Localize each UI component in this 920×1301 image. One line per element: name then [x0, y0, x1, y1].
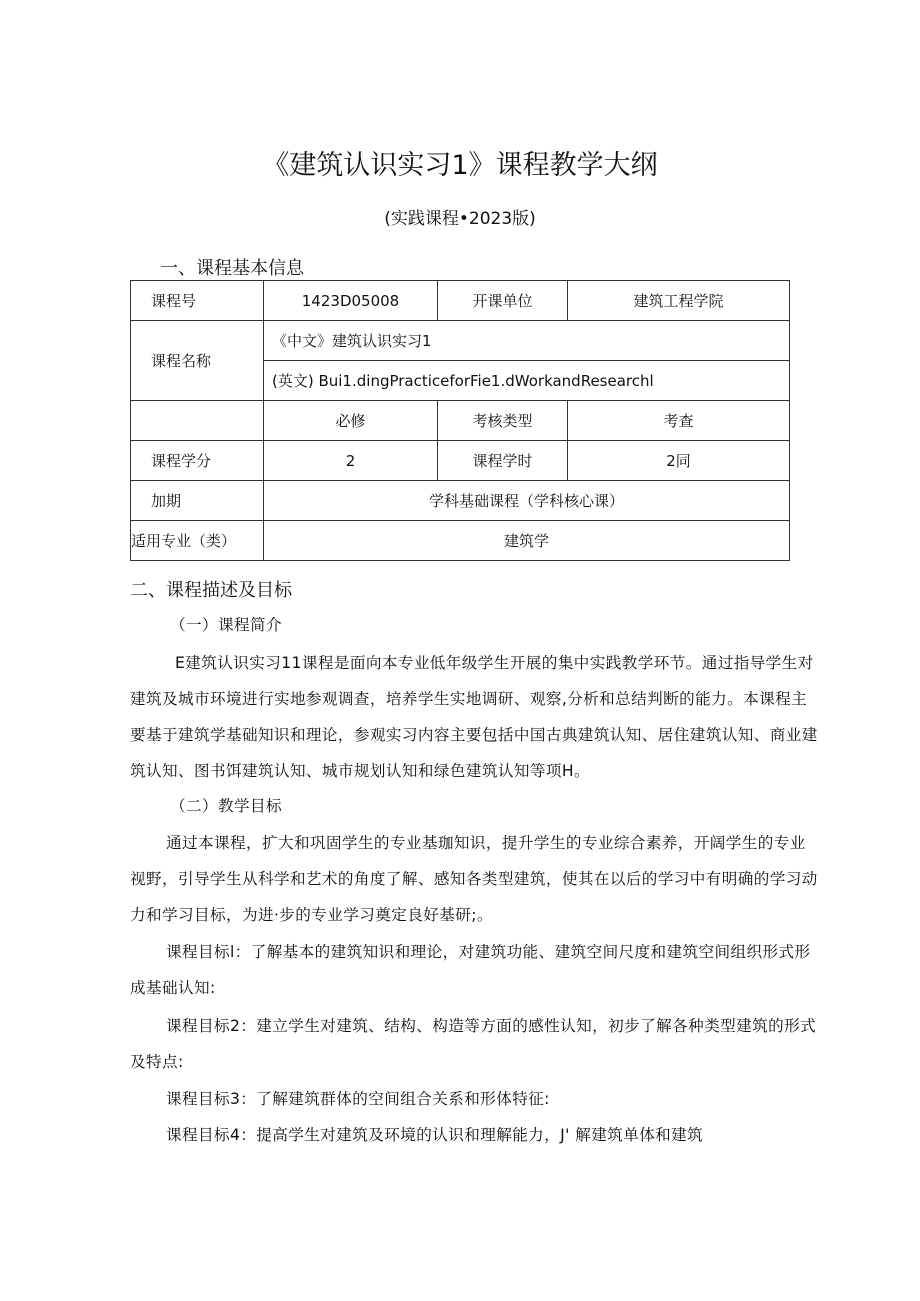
objective-1-line: 成基础认知:	[130, 979, 216, 997]
course-info-table	[130, 280, 790, 561]
course-no-value: 1423D05008	[264, 281, 438, 321]
objective-4-line: 课程目标4：提高学生对建筑及环境的认识和理解能力，J' 解建筑单体和建筑	[166, 1126, 704, 1144]
assess-label: 考核类型	[438, 401, 568, 441]
goals-line: 力和学习目标，为进·步的专业学习奠定良好基研;。	[130, 906, 493, 924]
course-name-label: 课程名称	[131, 321, 264, 401]
section-heading-basic-info: 一、课程基本信息	[160, 258, 304, 279]
document-title: 《建筑认识实习1》课程教学大纲	[262, 150, 658, 181]
hours-label: 课程学时	[438, 441, 568, 481]
credit-value: 2	[264, 441, 438, 481]
hours-value: 2同	[568, 441, 790, 481]
document-subtitle: (实践课程•2023版)	[384, 209, 536, 229]
intro-heading: （一）课程简介	[170, 616, 282, 634]
unit-label: 开课单位	[438, 281, 568, 321]
unit-value: 建筑工程学院	[568, 281, 790, 321]
intro-line: 建筑及城市环境进行实地参观调查，培养学生实地调研、观察,分析和总结判断的能力。本课程主	[130, 690, 808, 708]
required-value: 必修	[264, 401, 438, 441]
assess-value: 考查	[568, 401, 790, 441]
major-value: 建筑学	[264, 521, 790, 561]
objective-2-line: 课程目标2：建立学生对建筑、结构、构造等方面的感性认知，初步了解各种类型建筑的形式	[166, 1017, 817, 1035]
period-label: 加期	[131, 481, 264, 521]
intro-line: 筑认知、图书饵建筑认知、城市规划认知和绿色建筑认知等项H。	[130, 762, 590, 780]
major-label: 适用专业（类）	[131, 521, 264, 561]
objective-2-line: 及特点:	[130, 1053, 184, 1071]
objective-3-line: 课程目标3：了解建筑群体的空间组合关系和形体特征:	[166, 1090, 550, 1108]
course-no-label: 课程号	[131, 281, 264, 321]
period-value: 学科基础课程（学科核心课）	[264, 481, 790, 521]
objective-1-line: 课程目标l：了解基本的建筑知识和理论，对建筑功能、建筑空间尺度和建筑空间组织形式形	[166, 943, 811, 961]
empty-cell	[131, 401, 264, 441]
goals-line: 视野，引导学生从科学和艺术的角度了解、感知各类型建筑，使其在以后的学习中有明确的学习动	[130, 870, 818, 888]
goals-line: 通过本课程，扩大和巩固学生的专业基珈知识，提升学生的专业综合素养，开阔学生的专业	[166, 834, 806, 852]
course-name-cn: 《中文》建筑认识实习1	[264, 321, 790, 361]
goals-heading: （二）教学目标	[170, 797, 282, 815]
intro-line: E建筑认识实习11课程是面向本专业低年级学生开展的集中实践教学环节。通过指导学生对	[175, 654, 814, 672]
intro-line: 要基于建筑学基础知识和理论，参观实习内容主要包括中国古典建筑认知、居住建筑认知、商业建	[130, 726, 818, 744]
section-heading-description: 二、课程描述及目标	[130, 580, 292, 601]
credit-label: 课程学分	[131, 441, 264, 481]
course-name-en: (英文) Bui1.dingPracticeforFie1.dWorkandResearchl	[264, 361, 790, 401]
